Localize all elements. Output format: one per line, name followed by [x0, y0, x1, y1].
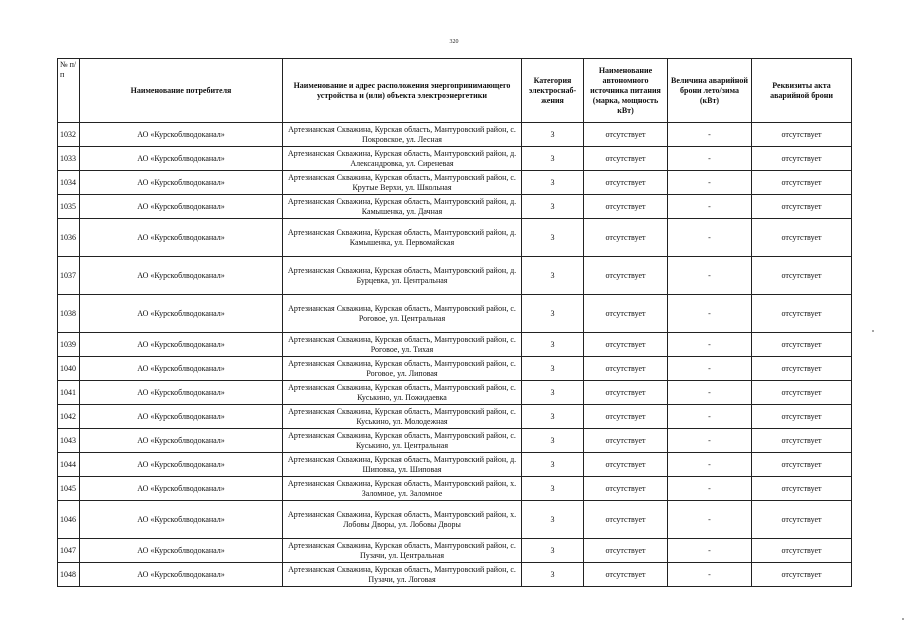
- cell-source: отсутствует: [584, 171, 668, 195]
- cell-source: отсутствует: [584, 333, 668, 357]
- table-row: [58, 123, 852, 147]
- cell-consumer: АО «Курскоблводоканал»: [80, 381, 283, 405]
- cell-category: 3: [522, 357, 584, 381]
- table-row: [58, 219, 852, 257]
- header-row: [58, 59, 852, 123]
- cell-source: отсутствует: [584, 381, 668, 405]
- cell-reserve: -: [668, 123, 752, 147]
- cell-source: отсутствует: [584, 195, 668, 219]
- cell-reserve: -: [668, 539, 752, 563]
- cell-address: Артезианская Скважина, Курская область, Мантуровский район, с. Роговое, ул. Тихая: [283, 333, 522, 357]
- cell-category: 3: [522, 453, 584, 477]
- cell-consumer: АО «Курскоблводоканал»: [80, 357, 283, 381]
- cell-consumer: АО «Курскоблводоканал»: [80, 195, 283, 219]
- cell-num: 1038: [58, 295, 80, 333]
- table-row: [58, 171, 852, 195]
- cell-reserve: -: [668, 429, 752, 453]
- cell-category: 3: [522, 477, 584, 501]
- header-num: № п/п: [58, 59, 80, 123]
- cell-source: отсутствует: [584, 563, 668, 587]
- cell-act: отсутствует: [752, 405, 852, 429]
- cell-act: отсутствует: [752, 381, 852, 405]
- cell-consumer: АО «Курскоблводоканал»: [80, 295, 283, 333]
- table-row: [58, 429, 852, 453]
- cell-category: 3: [522, 219, 584, 257]
- cell-address: Артезианская Скважина, Курская область, Мантуровский район, д. Шиповка, ул. Шиповая: [283, 453, 522, 477]
- cell-category: 3: [522, 195, 584, 219]
- cell-source: отсутствует: [584, 539, 668, 563]
- cell-reserve: -: [668, 357, 752, 381]
- table-row: [58, 539, 852, 563]
- table-body: [58, 123, 852, 587]
- cell-num: 1047: [58, 539, 80, 563]
- table-row: [58, 147, 852, 171]
- table-row: [58, 257, 852, 295]
- cell-num: 1044: [58, 453, 80, 477]
- cell-num: 1048: [58, 563, 80, 587]
- cell-source: отсутствует: [584, 123, 668, 147]
- cell-address: Артезианская Скважина, Курская область, Мантуровский район, х. Лобовы Дворы, ул. Лобовы Дворы: [283, 501, 522, 539]
- cell-num: 1035: [58, 195, 80, 219]
- cell-consumer: АО «Курскоблводоканал»: [80, 219, 283, 257]
- cell-reserve: -: [668, 195, 752, 219]
- table-row: [58, 477, 852, 501]
- cell-source: отсутствует: [584, 453, 668, 477]
- cell-category: 3: [522, 563, 584, 587]
- cell-category: 3: [522, 123, 584, 147]
- cell-address: Артезианская Скважина, Курская область, Мантуровский район, с. Куськино, ул. Молодежная: [283, 405, 522, 429]
- header-act: Реквизиты акта аварийной брони: [752, 59, 852, 123]
- cell-act: отсутствует: [752, 539, 852, 563]
- cell-address: Артезианская Скважина, Курская область, Мантуровский район, с. Пузачи, ул. Логовая: [283, 563, 522, 587]
- cell-act: отсутствует: [752, 477, 852, 501]
- cell-reserve: -: [668, 453, 752, 477]
- cell-num: 1039: [58, 333, 80, 357]
- cell-num: 1041: [58, 381, 80, 405]
- table-row: [58, 357, 852, 381]
- cell-address: Артезианская Скважина, Курская область, Мантуровский район, с. Роговое, ул. Центральная: [283, 295, 522, 333]
- cell-address: Артезианская Скважина, Курская область, Мантуровский район, с. Куськино, ул. Пожидаевка: [283, 381, 522, 405]
- cell-act: отсутствует: [752, 357, 852, 381]
- cell-reserve: -: [668, 501, 752, 539]
- cell-num: 1045: [58, 477, 80, 501]
- cell-num: 1032: [58, 123, 80, 147]
- table-row: [58, 501, 852, 539]
- cell-source: отсутствует: [584, 257, 668, 295]
- table-row: [58, 333, 852, 357]
- table-row: [58, 563, 852, 587]
- cell-address: Артезианская Скважина, Курская область, Мантуровский район, с. Покровское, ул. Лесная: [283, 123, 522, 147]
- cell-category: 3: [522, 333, 584, 357]
- cell-category: 3: [522, 539, 584, 563]
- cell-source: отсутствует: [584, 477, 668, 501]
- cell-category: 3: [522, 147, 584, 171]
- table-row: [58, 381, 852, 405]
- cell-num: 1037: [58, 257, 80, 295]
- cell-source: отсутствует: [584, 501, 668, 539]
- cell-act: отсутствует: [752, 171, 852, 195]
- cell-consumer: АО «Курскоблводоканал»: [80, 123, 283, 147]
- cell-consumer: АО «Курскоблводоканал»: [80, 147, 283, 171]
- cell-category: 3: [522, 257, 584, 295]
- page-number: 320: [449, 39, 459, 45]
- cell-consumer: АО «Курскоблводоканал»: [80, 563, 283, 587]
- cell-reserve: -: [668, 381, 752, 405]
- cell-consumer: АО «Курскоблводоканал»: [80, 333, 283, 357]
- cell-address: Артезианская Скважина, Курская область, Мантуровский район, х. Заломное, ул. Заломное: [283, 477, 522, 501]
- cell-num: 1034: [58, 171, 80, 195]
- cell-reserve: -: [668, 295, 752, 333]
- cell-reserve: -: [668, 219, 752, 257]
- cell-num: 1033: [58, 147, 80, 171]
- registry-table: [57, 58, 852, 587]
- header-source: Наименование автономного источника питания (марка, мощность кВт): [584, 59, 668, 123]
- cell-act: отсутствует: [752, 195, 852, 219]
- cell-act: отсутствует: [752, 501, 852, 539]
- cell-reserve: -: [668, 171, 752, 195]
- cell-source: отсутствует: [584, 147, 668, 171]
- header-consumer: Наименование потребителя: [80, 59, 283, 123]
- cell-source: отсутствует: [584, 357, 668, 381]
- cell-act: отсутствует: [752, 429, 852, 453]
- cell-consumer: АО «Курскоблводоканал»: [80, 171, 283, 195]
- table-row: [58, 453, 852, 477]
- cell-num: 1036: [58, 219, 80, 257]
- cell-address: Артезианская Скважина, Курская область, Мантуровский район, с. Крутые Верхи, ул. Школьная: [283, 171, 522, 195]
- cell-address: Артезианская Скважина, Курская область, Мантуровский район, д. Бурцевка, ул. Центральная: [283, 257, 522, 295]
- cell-address: Артезианская Скважина, Курская область, Мантуровский район, д. Камышенка, ул. Первомайская: [283, 219, 522, 257]
- table-row: [58, 195, 852, 219]
- cell-address: Артезианская Скважина, Курская область, Мантуровский район, д. Камышенка, ул. Дачная: [283, 195, 522, 219]
- table-row: [58, 295, 852, 333]
- cell-num: 1042: [58, 405, 80, 429]
- cell-category: 3: [522, 501, 584, 539]
- cell-act: отсутствует: [752, 257, 852, 295]
- cell-address: Артезианская Скважина, Курская область, Мантуровский район, д. Александровка, ул. Сиреневая: [283, 147, 522, 171]
- cell-act: отсутствует: [752, 147, 852, 171]
- cell-act: отсутствует: [752, 123, 852, 147]
- cell-consumer: АО «Курскоблводоканал»: [80, 453, 283, 477]
- cell-consumer: АО «Курскоблводоканал»: [80, 429, 283, 453]
- cell-category: 3: [522, 171, 584, 195]
- cell-consumer: АО «Курскоблводоканал»: [80, 257, 283, 295]
- cell-reserve: -: [668, 563, 752, 587]
- cell-act: отсутствует: [752, 563, 852, 587]
- cell-num: 1043: [58, 429, 80, 453]
- cell-category: 3: [522, 405, 584, 429]
- cell-category: 3: [522, 381, 584, 405]
- cell-consumer: АО «Курскоблводоканал»: [80, 477, 283, 501]
- cell-consumer: АО «Курскоблводоканал»: [80, 539, 283, 563]
- cell-source: отсутствует: [584, 219, 668, 257]
- cell-address: Артезианская Скважина, Курская область, Мантуровский район, с. Пузачи, ул. Центральная: [283, 539, 522, 563]
- cell-category: 3: [522, 429, 584, 453]
- cell-act: отсутствует: [752, 453, 852, 477]
- cell-source: отсутствует: [584, 405, 668, 429]
- cell-act: отсутствует: [752, 219, 852, 257]
- table-row: [58, 405, 852, 429]
- cell-consumer: АО «Курскоблводоканал»: [80, 501, 283, 539]
- cell-act: отсутствует: [752, 333, 852, 357]
- cell-reserve: -: [668, 405, 752, 429]
- cell-source: отсутствует: [584, 429, 668, 453]
- cell-reserve: -: [668, 333, 752, 357]
- cell-act: отсутствует: [752, 295, 852, 333]
- cell-category: 3: [522, 295, 584, 333]
- header-reserve: Величина аварийной брони лето/зима (кВт): [668, 59, 752, 123]
- scan-speck: [902, 618, 904, 620]
- cell-address: Артезианская Скважина, Курская область, Мантуровский район, с. Куськино, ул. Центральная: [283, 429, 522, 453]
- cell-reserve: -: [668, 477, 752, 501]
- cell-address: Артезианская Скважина, Курская область, Мантуровский район, с. Роговое, ул. Липовая: [283, 357, 522, 381]
- cell-source: отсутствует: [584, 295, 668, 333]
- cell-num: 1040: [58, 357, 80, 381]
- header-category: Категория электроснаб-жения: [522, 59, 584, 123]
- scan-speck: [872, 330, 874, 332]
- header-address: Наименование и адрес расположения энергопринимающего устройства и (или) объекта электроэнергетики: [283, 59, 522, 123]
- cell-num: 1046: [58, 501, 80, 539]
- cell-reserve: -: [668, 147, 752, 171]
- cell-reserve: -: [668, 257, 752, 295]
- cell-consumer: АО «Курскоблводоканал»: [80, 405, 283, 429]
